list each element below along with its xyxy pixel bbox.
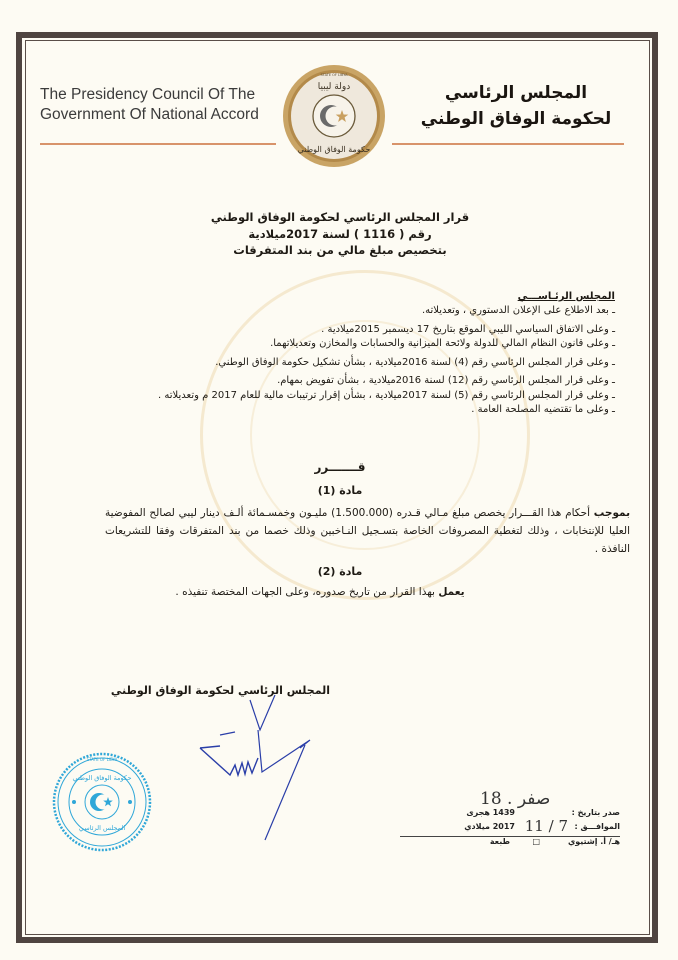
english-title-line1: The Presidency Council Of The	[40, 86, 256, 103]
decision-number: رقم ( 1116 ) لسنة 2017ميلادية	[248, 226, 432, 241]
article2-text	[150, 586, 490, 598]
article1-title: مادة (1)	[317, 484, 363, 497]
preamble-item: ـ وعلى قرار المجلس الرئاسي رقم (4) لسنة 2016ميلادية ، بشأن تشكيل حكومة الوفاق الوطني.	[215, 356, 615, 368]
decision-label: قـــــــرر	[314, 460, 366, 474]
preamble-item: ـ وعلى ما تقتضيه المصلحة العامة .	[471, 404, 615, 415]
printer-icon: □	[532, 837, 540, 846]
decision-heading	[200, 209, 480, 259]
signature-stroke	[250, 695, 275, 730]
signatory: المجلس الرئاسي لحكومة الوفاق الوطني	[110, 684, 330, 697]
stamp-dot	[128, 800, 132, 804]
english-letterhead	[40, 85, 280, 125]
preamble-item: ـ بعد الاطلاع على الإعلان الدستوري ، وتعديلاته.	[421, 305, 615, 316]
preamble-item: ـ وعلى الاتفاق السياسي الليبي الموقع بتاريخ 17 ديسمبر 2015ميلادية .	[321, 323, 615, 335]
preamble-item: ـ وعلى قرار المجلس الرئاسي رقم (5) لسنة 2017ميلادية ، بشأن إقرار ترتيبات مالية للعام 2017 م وتعديلاته .	[158, 389, 615, 401]
seal-text-english: STATE OF LIBYA	[320, 73, 348, 77]
corresponding-label: الموافـــق :	[574, 822, 620, 831]
arabic-letterhead	[410, 80, 622, 132]
article1-lead: بموجب	[593, 507, 631, 519]
article2-title: مادة (2)	[317, 565, 363, 578]
english-title-line2: Government Of National Accord	[40, 106, 259, 123]
typist-label: هـ/ أ. إشتيوي	[567, 837, 620, 846]
stamp-text-arabic-bottom: المجلس الرئاسي	[78, 824, 126, 832]
letterhead-rule-right	[392, 143, 624, 145]
corresponding-row	[400, 817, 620, 837]
preamble-council-title: المجلس الرئـاســـي	[517, 291, 615, 302]
preamble-item: ـ وعلى قانون النظام المالي للدولة ولائحة الميزانية والحسابات والمخازن وتعديلاتهما.	[270, 338, 615, 349]
issued-hijri: 1439 هجرى	[466, 808, 515, 817]
official-stamp	[52, 752, 152, 852]
issue-info	[400, 808, 620, 851]
decision-subject: بتخصيص مبلغ مالي من بند المتفرقات	[233, 243, 447, 257]
letterhead-rule-left	[40, 143, 276, 145]
article1-body: أحكام هذا القـــرار يخصص مبلغ مـالي قـدره (1.500.000) مليـون وخمسـمائة ألـف دينار ليبي لصالح المفوضية العليا للإنتخابات ، وذلك لتغطية المصروفات الخاصة بتسـجيل النـاخبين وذلك خصما من بند المتفرقات وفقا للتشريعات النافذة .	[105, 507, 630, 555]
printed-label: طبعة	[489, 837, 510, 846]
seal-text-bottom: حكومة الوفاق الوطني	[297, 145, 371, 154]
arabic-title-line1: المجلس الرئاسي	[444, 83, 588, 103]
signature-stroke	[200, 746, 258, 775]
handwritten-hijri-date: 18 . صفر	[480, 789, 551, 809]
arabic-title-line2: لحكومة الوفاق الوطني	[420, 109, 612, 129]
signature-stroke	[220, 732, 235, 735]
handwritten-signature	[190, 690, 320, 890]
typist-row	[400, 837, 620, 851]
issued-label: صدر بتاريخ :	[571, 808, 620, 817]
article2-lead: يعمل	[438, 586, 465, 598]
preamble	[100, 290, 615, 418]
article1-text	[105, 504, 630, 558]
stamp-dot	[72, 800, 76, 804]
stamp-text-english: STATE OF LIBYA	[86, 757, 118, 762]
issued-gregorian: 2017 ميلادي	[464, 822, 515, 831]
issued-row	[400, 808, 620, 822]
decision-heading-line1: قرار المجلس الرئاسي لحكومة الوفاق الوطني	[210, 210, 470, 224]
signature-stroke	[258, 730, 310, 840]
stamp-text-arabic-top: حكومة الوفاق الوطني	[72, 774, 132, 782]
article2-body: بهذا القرار من تاريخ صدوره، وعلى الجهات المختصة تنفيذه .	[175, 586, 435, 598]
state-seal-logo	[282, 64, 386, 168]
seal-text-top: دولة ليبيا	[317, 82, 351, 92]
handwritten-gregorian-date: 7 / 11	[524, 817, 568, 835]
preamble-item: ـ وعلى قرار المجلس الرئاسي رقم (12) لسنة 2016ميلادية ، بشأن تفويض بمهام.	[277, 375, 615, 386]
